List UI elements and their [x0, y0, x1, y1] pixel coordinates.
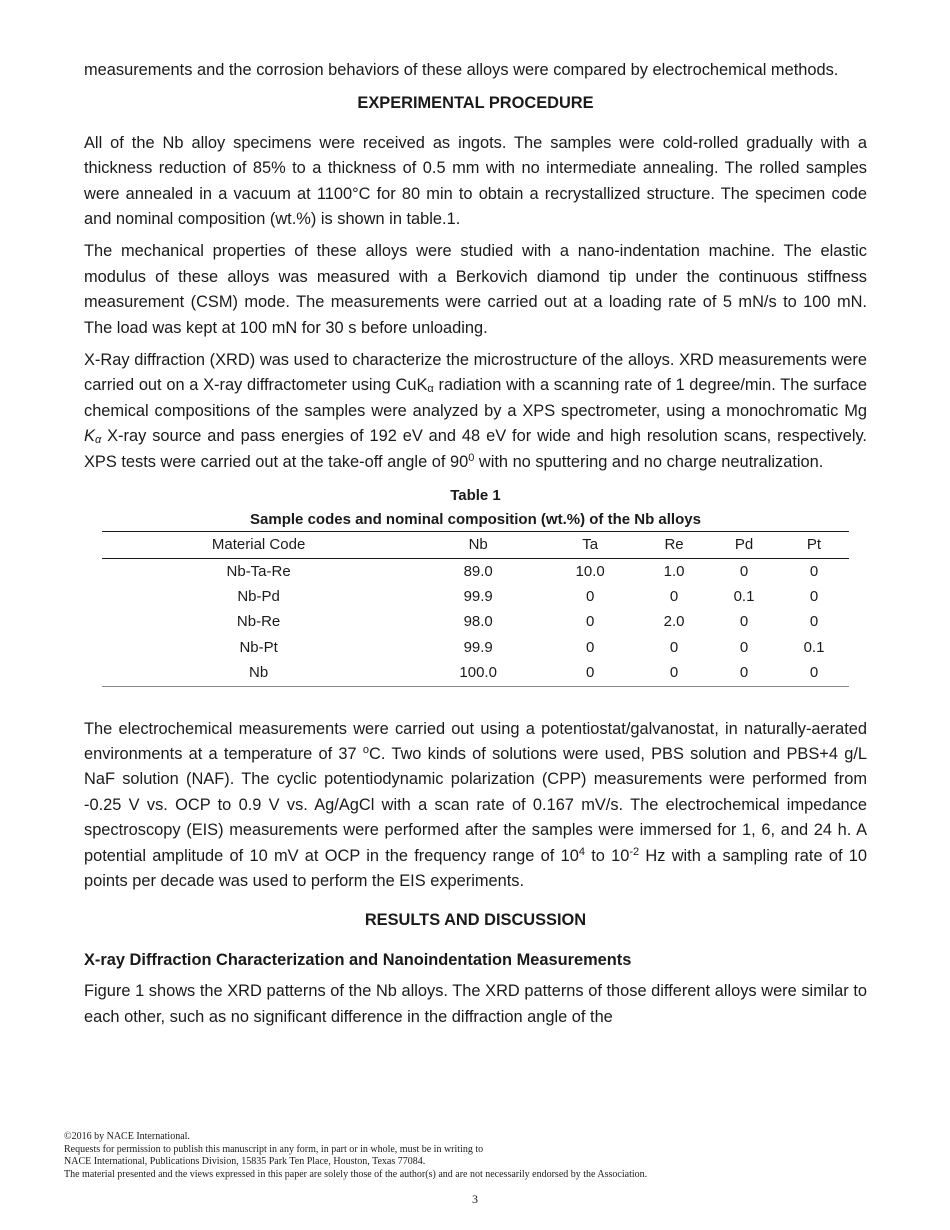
superscript-degree: 0 — [468, 451, 475, 464]
table-row — [102, 660, 849, 686]
table-cell: 100.0 — [415, 660, 541, 686]
table-cell: 0 — [739, 562, 749, 580]
header-ta: Ta — [541, 532, 639, 558]
paragraph-electrochemical — [84, 717, 867, 895]
table-cell: 10.0 — [575, 562, 605, 580]
table-cell: Nb-Pd — [237, 587, 280, 605]
text-run: with no sputtering and no charge neutralization. — [474, 452, 824, 471]
table-cell: 0 — [709, 660, 779, 686]
table-cell: 0 — [809, 613, 819, 631]
table-cell: 1.0 — [663, 562, 685, 580]
superscript-exponent: 4 — [578, 845, 585, 858]
table-row — [102, 558, 849, 584]
table-caption: Sample codes and nominal composition (wt.%) of the Nb alloys — [250, 511, 701, 529]
paragraph-xrd-xps — [84, 348, 867, 475]
table-row — [102, 584, 849, 609]
subsection-heading-xrd: X-ray Diffraction Characterization and Nanoindentation Measurements — [84, 950, 632, 969]
paragraph-specimens: All of the Nb alloy specimens were received as ingots. The samples were cold-rolled gradually with a thickness reduction of 85% to a thickness of 0.5 mm with no intermediate annealing. The rolled samples were annealed in a vacuum at 1100°C for 80 min to obtain a recrystallized structure. The specimen code and nominal composition (wt.%) is shown in table.1. — [84, 133, 867, 229]
table-cell: 89.0 — [463, 562, 493, 580]
text-run: radiation with a scanning rate of 1 degree/min. The surface chemical compositions of the samples were analyzed by a XPS spectrometer, using a monochromatic Mg — [84, 376, 867, 420]
table-cell: 99.9 — [463, 638, 493, 656]
italic-k — [84, 427, 101, 445]
table-cell: 0.1 — [803, 638, 825, 656]
subscript-alpha: α — [94, 434, 102, 447]
text-run: X-ray source and pass energies of 192 eV and 48 eV for wide and high resolution scans, respectively. XPS tests were carried out at the take-off angle of 90 — [84, 427, 867, 471]
text-run: X-Ray diffraction (XRD) was used to characterize the microstructure of the alloys. XRD measurements were carried out on a X-ray diffractometer using CuK — [84, 351, 867, 395]
paragraph-mechanical: The mechanical properties of these alloys were studied with a nano-indentation machine. The elastic modulus of these alloys was measured with a Berkovich diamond tip under the continuous stiffness measurement (CSM) mode. The measurements were carried out at a loading rate of 5 mN/s to 100 mN. The load was kept at 100 mN for 30 s before unloading. — [84, 242, 867, 337]
page-number: 3 — [472, 1192, 478, 1206]
superscript-exponent: -2 — [629, 845, 640, 858]
table-row — [102, 635, 849, 660]
header-re: Re — [639, 532, 709, 558]
table-header-row — [102, 532, 849, 558]
text-run: Hz with a sampling rate of 10 points per decade was used to perform the EIS experiments. — [84, 846, 867, 890]
paper-page — [84, 58, 867, 1037]
table-cell: 0.1 — [733, 587, 755, 605]
footer-copyright: ©2016 by NACE International. — [64, 1131, 190, 1142]
table-cell: Nb-Pt — [239, 638, 278, 656]
header-pt: Pt — [779, 532, 849, 558]
table-row — [102, 609, 849, 634]
table-cell: 0 — [739, 613, 749, 631]
table-cell: 0 — [739, 638, 749, 656]
subscript-alpha: α — [427, 383, 434, 396]
text-run: to 10 — [584, 846, 630, 865]
header-nb: Nb — [415, 532, 541, 558]
table-title: Table 1 — [450, 487, 501, 505]
header-pd: Pd — [709, 532, 779, 558]
table-cell: Nb — [102, 660, 415, 686]
table-cell: 2.0 — [663, 613, 685, 631]
paragraph-xrd-patterns: Figure 1 shows the XRD patterns of the Nb alloys. The XRD patterns of those different alloys were similar to each other, such as no significant difference in the diffraction angle of the — [84, 982, 867, 1026]
header-material-code: Material Code — [102, 532, 415, 558]
table-cell: 0 — [585, 613, 595, 631]
text-run: The electrochemical measurements were carried out using a potentiostat/galvanostat, in naturally-aerated environments at a temperature of 37 — [84, 719, 867, 763]
section-heading-results: RESULTS AND DISCUSSION — [364, 911, 587, 930]
italic-k-letter: K — [84, 427, 95, 446]
table-cell: 0 — [669, 638, 679, 656]
table-cell: 0 — [639, 660, 709, 686]
table-cell: 98.0 — [463, 613, 493, 631]
footer-notice — [64, 1131, 884, 1181]
table-cell: 0 — [809, 562, 819, 580]
footer-line: The material presented and the views expressed in this paper are solely those of the author(s) and are not necessarily endorsed by the Association. — [64, 1168, 648, 1180]
footer-line: NACE International, Publications Division, 15835 Park Ten Place, Houston, Texas 77084. — [64, 1156, 426, 1168]
table-cell: 0 — [669, 587, 679, 605]
text-run: C. Two kinds of solutions were used, PBS solution and PBS+4 g/L NaF solution (NAF). The cyclic potentiodynamic polarization (CPP) measurements were performed from -0.25 V vs. OCP to 0.9 V vs. Ag/AgCl with a scan rate of 0.167 mV/s. The electrochemical impedance spectroscopy (EIS) measurements were performed after the samples were immersed for 1, 6, and 24 h. A potential amplitude of 10 mV at OCP in the frequency range of 10 — [84, 744, 867, 865]
superscript-o: o — [362, 743, 370, 756]
composition-table — [102, 531, 849, 686]
table-cell: 0 — [585, 587, 595, 605]
table-cell: 0 — [585, 638, 595, 656]
table-cell: 99.9 — [463, 587, 493, 605]
table-cell: 0 — [809, 587, 819, 605]
table-cell: Nb-Re — [236, 613, 281, 631]
footer-line: Requests for permission to publish this manuscript in any form, in part or in whole, must be in writing to — [64, 1143, 484, 1155]
table-1 — [84, 485, 867, 686]
section-heading-experimental: EXPERIMENTAL PROCEDURE — [357, 94, 594, 113]
table-cell: Nb-Ta-Re — [226, 562, 291, 580]
intro-continuation: measurements and the corrosion behaviors of these alloys were compared by electrochemical methods. — [84, 61, 839, 79]
table-cell: 0 — [779, 660, 849, 686]
table-cell: 0 — [541, 660, 639, 686]
